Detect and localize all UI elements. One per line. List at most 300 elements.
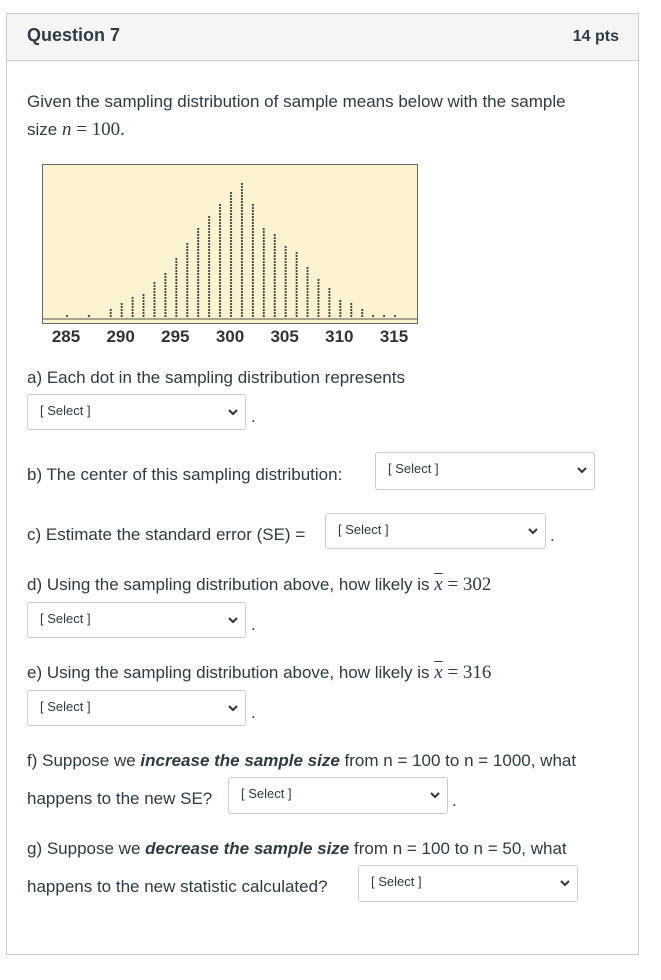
part-d-math	[434, 574, 491, 595]
data-dot	[186, 315, 188, 317]
data-dot	[285, 264, 287, 266]
data-dot	[274, 246, 276, 248]
data-dot	[296, 315, 298, 317]
data-dot	[208, 228, 210, 230]
data-dot	[241, 294, 243, 296]
data-dot	[230, 303, 232, 305]
data-dot	[175, 315, 177, 317]
data-dot	[328, 312, 330, 314]
data-dot	[186, 303, 188, 305]
data-dot	[208, 249, 210, 251]
data-dot	[142, 309, 144, 311]
data-dot	[186, 300, 188, 302]
data-dot	[164, 288, 166, 290]
data-dot	[241, 252, 243, 254]
data-dot	[121, 306, 123, 308]
data-dot	[241, 300, 243, 302]
data-dot	[175, 270, 177, 272]
part-b-select-value: [ Select ]	[388, 461, 439, 476]
data-dot	[252, 222, 254, 224]
data-dot	[317, 288, 319, 290]
data-dot	[241, 273, 243, 275]
data-dot	[263, 279, 265, 281]
data-dot	[230, 228, 232, 230]
data-dot	[328, 294, 330, 296]
data-dot	[219, 291, 221, 293]
data-dot	[263, 300, 265, 302]
part-e-period: .	[251, 703, 256, 722]
data-dot	[197, 312, 199, 314]
data-dot	[317, 279, 319, 281]
data-dot	[230, 246, 232, 248]
data-dot	[230, 291, 232, 293]
data-dot	[153, 282, 155, 284]
data-dot	[274, 276, 276, 278]
data-dot	[66, 315, 68, 317]
data-dot	[230, 255, 232, 257]
data-dot	[208, 237, 210, 239]
data-dot	[230, 261, 232, 263]
data-dot	[186, 282, 188, 284]
data-dot	[230, 270, 232, 272]
data-dot	[296, 303, 298, 305]
data-dot	[241, 192, 243, 194]
part-b-select[interactable]	[375, 452, 595, 490]
data-dot	[285, 282, 287, 284]
part-a-select[interactable]	[27, 394, 246, 430]
data-dot	[230, 216, 232, 218]
data-dot	[263, 246, 265, 248]
data-dot	[175, 303, 177, 305]
data-dot	[164, 282, 166, 284]
data-dot	[197, 273, 199, 275]
data-dot	[350, 312, 352, 314]
data-dot	[208, 279, 210, 281]
data-dot	[208, 309, 210, 311]
data-dot	[339, 315, 341, 317]
data-dot	[197, 309, 199, 311]
data-dot	[306, 276, 308, 278]
data-dot	[306, 309, 308, 311]
data-dot	[241, 210, 243, 212]
data-dot	[197, 255, 199, 257]
data-dot	[175, 288, 177, 290]
data-dot	[153, 315, 155, 317]
data-dot	[328, 309, 330, 311]
part-g-select-value: [ Select ]	[371, 874, 422, 889]
data-dot	[230, 273, 232, 275]
data-dot	[241, 213, 243, 215]
data-dot	[197, 282, 199, 284]
data-dot	[263, 252, 265, 254]
data-dot	[263, 231, 265, 233]
data-dot	[241, 258, 243, 260]
data-dot	[219, 243, 221, 245]
data-dot	[219, 225, 221, 227]
n-variable	[62, 119, 125, 140]
data-dot	[186, 267, 188, 269]
data-dot	[306, 294, 308, 296]
dotplot-svg	[43, 165, 417, 323]
data-dot	[230, 210, 232, 212]
data-dot	[219, 252, 221, 254]
data-dot	[252, 264, 254, 266]
data-dot	[230, 294, 232, 296]
part-d-period: .	[251, 615, 256, 634]
data-dot	[197, 291, 199, 293]
part-f-line2: happens to the new SE?	[27, 789, 213, 808]
data-dot	[241, 315, 243, 317]
data-dot	[296, 300, 298, 302]
data-dot	[142, 300, 144, 302]
data-dot	[208, 222, 210, 224]
data-dot	[350, 306, 352, 308]
data-dot	[208, 216, 210, 218]
data-dot	[339, 309, 341, 311]
data-dot	[197, 279, 199, 281]
chevron-down-icon	[559, 877, 571, 889]
data-dot	[186, 270, 188, 272]
chevron-down-icon	[429, 789, 441, 801]
data-dot	[197, 288, 199, 290]
data-dot	[219, 213, 221, 215]
data-dot	[252, 297, 254, 299]
data-dot	[197, 315, 199, 317]
data-dot	[361, 315, 363, 317]
data-dot	[241, 201, 243, 203]
data-dot	[252, 249, 254, 251]
data-dot	[241, 291, 243, 293]
data-dot	[186, 297, 188, 299]
data-dot	[296, 261, 298, 263]
part-g-line2: happens to the new statistic calculated?	[27, 877, 328, 896]
part-c-select-value: [ Select ]	[338, 522, 389, 537]
data-dot	[296, 276, 298, 278]
data-dot	[252, 258, 254, 260]
question-prompt-line2	[27, 116, 125, 144]
data-dot	[197, 231, 199, 233]
data-dot	[197, 303, 199, 305]
data-dot	[153, 309, 155, 311]
data-dot	[241, 228, 243, 230]
data-dot	[208, 276, 210, 278]
x-tick-label: 315	[379, 327, 409, 346]
part-b-text: b) The center of this sampling distribution:	[27, 465, 343, 484]
data-dot	[219, 237, 221, 239]
data-dot	[296, 291, 298, 293]
data-dot	[317, 285, 319, 287]
data-dot	[274, 291, 276, 293]
data-dot	[219, 285, 221, 287]
data-dot	[175, 276, 177, 278]
data-dot	[285, 315, 287, 317]
part-g-pre: g) Suppose we	[27, 839, 141, 858]
data-dot	[317, 315, 319, 317]
data-dot	[208, 240, 210, 242]
data-dot	[241, 249, 243, 251]
data-dot	[219, 258, 221, 260]
data-dot	[241, 261, 243, 263]
data-dot	[252, 309, 254, 311]
data-dot	[186, 309, 188, 311]
data-dot	[285, 300, 287, 302]
data-dot	[263, 258, 265, 260]
data-dot	[252, 240, 254, 242]
data-dot	[208, 294, 210, 296]
data-dot	[142, 312, 144, 314]
data-dot	[263, 237, 265, 239]
data-dot	[219, 255, 221, 257]
data-dot	[164, 315, 166, 317]
data-dot	[197, 258, 199, 260]
data-dot	[197, 249, 199, 251]
data-dot	[241, 204, 243, 206]
x-tick-label: 310	[325, 327, 354, 346]
data-dot	[208, 225, 210, 227]
data-dot	[230, 276, 232, 278]
part-g-post: from n = 100 to n = 50, what	[354, 839, 567, 858]
data-dot	[274, 270, 276, 272]
data-dot	[241, 255, 243, 257]
data-dot	[230, 201, 232, 203]
data-dot	[219, 306, 221, 308]
data-dot	[296, 255, 298, 257]
data-dot	[175, 264, 177, 266]
data-dot	[186, 246, 188, 248]
data-dot	[142, 315, 144, 317]
data-dot	[252, 228, 254, 230]
data-dot	[197, 264, 199, 266]
data-dot	[175, 258, 177, 260]
data-dot	[208, 288, 210, 290]
chevron-down-icon	[227, 406, 239, 418]
data-dot	[230, 249, 232, 251]
data-dot	[197, 276, 199, 278]
data-dot	[263, 297, 265, 299]
part-f-period: .	[452, 791, 457, 810]
x-tick-label: 290	[106, 327, 135, 346]
part-d-select[interactable]	[27, 602, 246, 638]
data-dot	[263, 291, 265, 293]
data-dot	[263, 249, 265, 251]
data-dot	[121, 309, 123, 311]
data-dot	[121, 303, 123, 305]
data-dot	[164, 279, 166, 281]
data-dot	[252, 294, 254, 296]
data-dot	[230, 300, 232, 302]
data-dot	[252, 291, 254, 293]
part-c-period: .	[550, 526, 555, 545]
data-dot	[197, 243, 199, 245]
data-dot	[175, 282, 177, 284]
data-dot	[110, 312, 112, 314]
data-dot	[132, 297, 134, 299]
data-dot	[285, 294, 287, 296]
data-dot	[153, 312, 155, 314]
data-dot	[164, 309, 166, 311]
data-dot	[219, 276, 221, 278]
data-dot	[306, 300, 308, 302]
data-dot	[285, 291, 287, 293]
data-dot	[317, 306, 319, 308]
x-tick-label: 300	[215, 327, 245, 346]
data-dot	[208, 270, 210, 272]
data-dot	[219, 294, 221, 296]
data-dot	[285, 309, 287, 311]
data-dot	[274, 240, 276, 242]
data-dot	[219, 249, 221, 251]
xbar-symbol: $\overline{x}$	[434, 574, 443, 595]
x-tick-label: 285	[51, 327, 81, 346]
data-dot	[285, 273, 287, 275]
data-dot	[274, 249, 276, 251]
data-dot	[219, 288, 221, 290]
data-dot	[252, 282, 254, 284]
data-dot	[186, 258, 188, 260]
data-dot	[208, 297, 210, 299]
data-dot	[241, 297, 243, 299]
data-dot	[219, 309, 221, 311]
data-dot	[186, 243, 188, 245]
data-dot	[230, 243, 232, 245]
data-dot	[285, 312, 287, 314]
part-f-select-value: [ Select ]	[241, 786, 292, 801]
data-dot	[132, 306, 134, 308]
data-dot	[230, 306, 232, 308]
data-dot	[350, 309, 352, 311]
data-dot	[175, 285, 177, 287]
data-dot	[241, 198, 243, 200]
data-dot	[197, 261, 199, 263]
data-dot	[274, 264, 276, 266]
data-dot	[186, 261, 188, 263]
part-g-select[interactable]	[358, 865, 578, 902]
data-dot	[241, 288, 243, 290]
data-dot	[241, 231, 243, 233]
data-dot	[197, 297, 199, 299]
data-dot	[252, 285, 254, 287]
data-dot	[252, 243, 254, 245]
data-dot	[88, 315, 90, 317]
data-dot	[263, 282, 265, 284]
data-dot	[241, 189, 243, 191]
data-dot	[230, 252, 232, 254]
part-c-select[interactable]	[325, 513, 546, 549]
data-dot	[230, 198, 232, 200]
data-dot	[230, 288, 232, 290]
chevron-down-icon	[576, 464, 588, 476]
data-dot	[296, 279, 298, 281]
data-dot	[263, 285, 265, 287]
data-dot	[142, 297, 144, 299]
data-dot	[296, 309, 298, 311]
data-dot	[175, 279, 177, 281]
data-dot	[274, 309, 276, 311]
data-dot	[296, 282, 298, 284]
data-dot	[186, 255, 188, 257]
data-dot	[241, 237, 243, 239]
data-dot	[394, 315, 396, 317]
data-dot	[230, 315, 232, 317]
data-dot	[252, 276, 254, 278]
part-a-text: a) Each dot in the sampling distribution represents	[27, 368, 405, 387]
data-dot	[241, 285, 243, 287]
question-points: 14 pts	[572, 28, 619, 45]
data-dot	[230, 309, 232, 311]
data-dot	[241, 219, 243, 221]
data-dot	[175, 273, 177, 275]
data-dot	[186, 291, 188, 293]
part-e-select[interactable]	[27, 690, 246, 726]
data-dot	[230, 240, 232, 242]
data-dot	[164, 303, 166, 305]
part-f-emphasis: increase the sample size	[140, 751, 340, 770]
data-dot	[252, 207, 254, 209]
data-dot	[186, 285, 188, 287]
data-dot	[350, 315, 352, 317]
data-dot	[230, 282, 232, 284]
data-dot	[208, 246, 210, 248]
data-dot	[132, 315, 134, 317]
data-dot	[164, 291, 166, 293]
data-dot	[252, 252, 254, 254]
chevron-down-icon	[227, 702, 239, 714]
data-dot	[219, 273, 221, 275]
data-dot	[263, 255, 265, 257]
data-dot	[274, 285, 276, 287]
data-dot	[132, 309, 134, 311]
data-dot	[317, 303, 319, 305]
data-dot	[263, 270, 265, 272]
x-tick-label: 295	[161, 327, 190, 346]
data-dot	[208, 255, 210, 257]
data-dot	[317, 312, 319, 314]
xbar-symbol: $\overline{x}$	[434, 662, 443, 683]
data-dot	[208, 303, 210, 305]
data-dot	[175, 291, 177, 293]
data-dot	[197, 267, 199, 269]
part-g-line1	[27, 835, 567, 863]
data-dot	[306, 282, 308, 284]
data-dot	[230, 264, 232, 266]
data-dot	[306, 270, 308, 272]
part-e-value: = 316	[447, 662, 492, 683]
data-dot	[164, 285, 166, 287]
data-dot	[230, 279, 232, 281]
part-f-select[interactable]	[228, 777, 448, 814]
question-title: Question 7	[27, 25, 121, 45]
data-dot	[252, 231, 254, 233]
data-dot	[263, 309, 265, 311]
data-dot	[219, 216, 221, 218]
data-dot	[110, 309, 112, 311]
data-dot	[186, 279, 188, 281]
part-a-period: .	[251, 407, 256, 426]
data-dot	[230, 267, 232, 269]
data-dot	[296, 273, 298, 275]
x-tick-label: 305	[270, 327, 299, 346]
n-symbol: n	[61, 119, 72, 140]
data-dot	[241, 303, 243, 305]
data-dot	[263, 312, 265, 314]
data-dot	[306, 312, 308, 314]
data-dot	[285, 255, 287, 257]
data-dot	[274, 258, 276, 260]
data-dot	[241, 225, 243, 227]
part-f-line1	[27, 747, 576, 775]
part-f-pre: f) Suppose we	[27, 751, 136, 770]
data-dot	[263, 315, 265, 317]
